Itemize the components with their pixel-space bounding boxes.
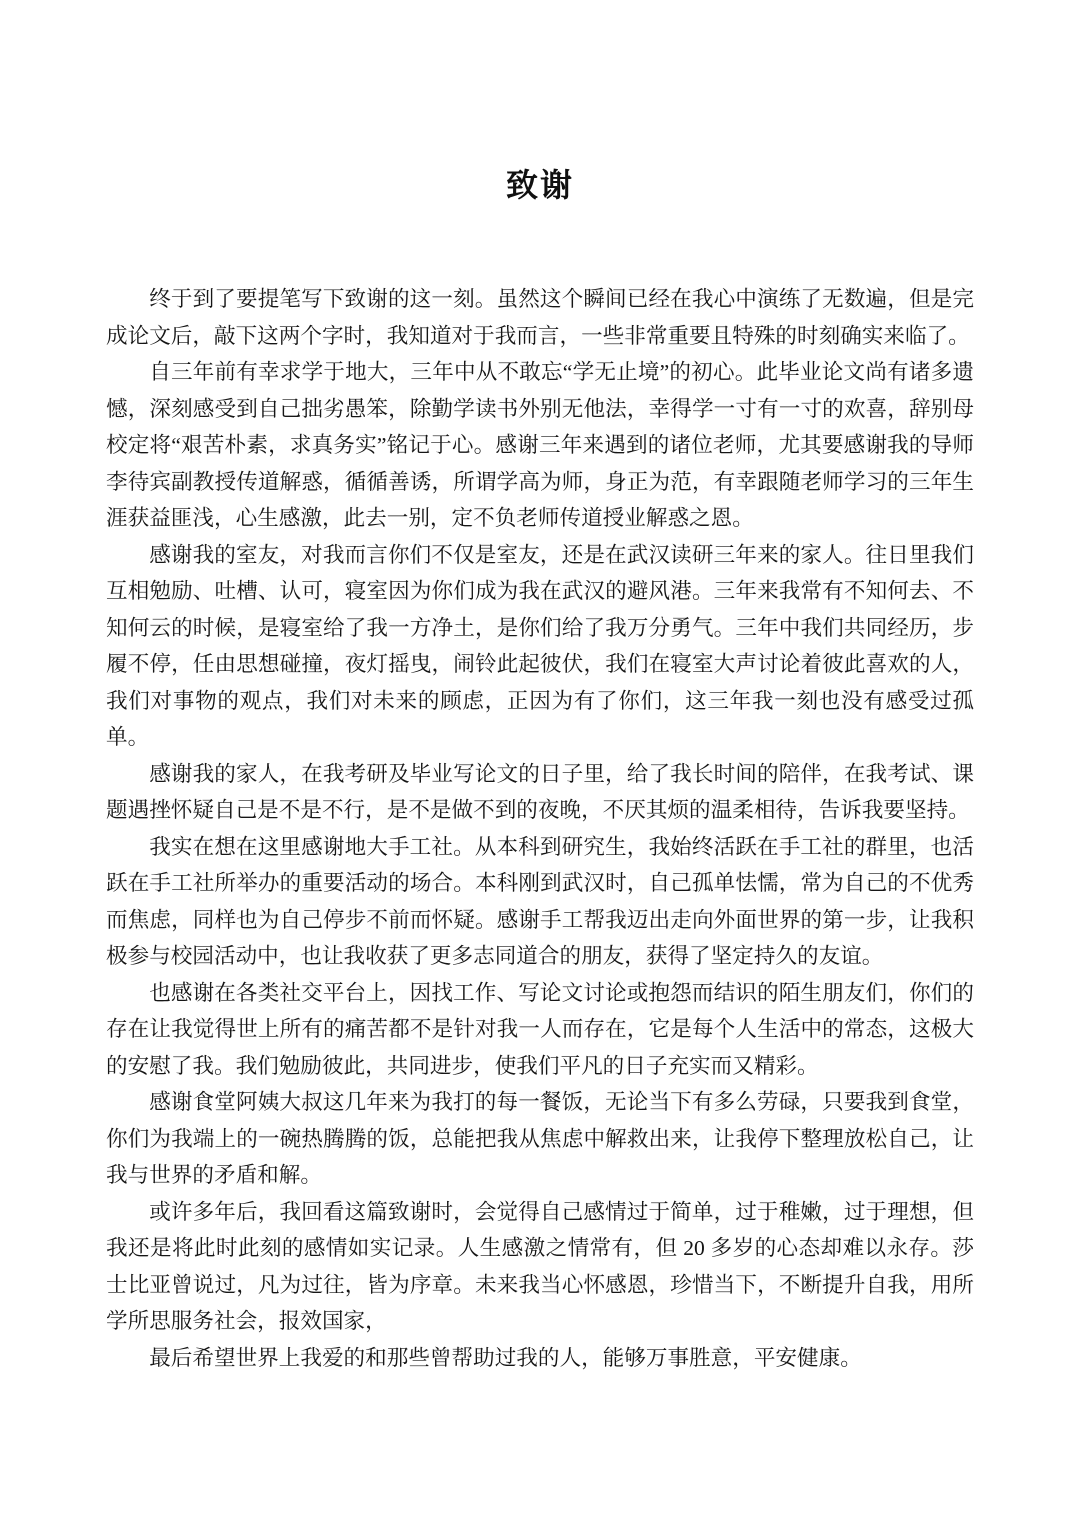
paragraph: 感谢我的室友，对我而言你们不仅是室友，还是在武汉读研三年来的家人。往日里我们互相勉励、吐槽、认可，寝室因为你们成为我在武汉的避风港。三年来我常有不知何去、不知何云的时候，是寝室给了我一方净土，是你们给了我万分勇气。三年中我们共同经历，步履不停，任由思想碰撞，夜灯摇曳，闹铃此起彼伏，我们在寝室大声讨论着彼此喜欢的人，我们对事物的观点，我们对未来的顾虑，正因为有了你们，这三年我一刻也没有感受过孤单。 [106,542,974,749]
acknowledgements-body [106,281,974,1376]
paragraph: 最后希望世界上我爱的和那些曾帮助过我的人，能够万事胜意，平安健康。 [149,1345,862,1370]
paragraph: 终于到了要提笔写下致谢的这一刻。虽然这个瞬间已经在我心中演练了无数遍，但是完成论文后，敲下这两个字时，我知道对于我而言，一些非常重要且特殊的时刻确实来临了。 [106,287,974,348]
page-title: 致谢 [505,167,574,203]
paragraph: 感谢食堂阿姨大叔这几年来为我打的每一餐饭，无论当下有多么劳碌，只要我到食堂，你们为我端上的一碗热腾腾的饭，总能把我从焦虑中解救出来，让我停下整理放松自己，让我与世界的矛盾和解。 [106,1090,974,1187]
paragraph: 也感谢在各类社交平台上，因找工作、写论文讨论或抱怨而结识的陌生朋友们，你们的存在让我觉得世上所有的痛苦都不是针对我一人而存在，它是每个人生活中的常态，这极大的安慰了我。我们勉励彼此，共同进步，使我们平凡的日子充实而又精彩。 [106,980,974,1078]
paragraph: 感谢我的家人，在我考研及毕业写论文的日子里，给了我长时间的陪伴，在我考试、课题遇挫怀疑自己是不是不行，是不是做不到的夜晚，不厌其烦的温柔相待，告诉我要坚持。 [106,761,974,822]
paragraph: 或许多年后，我回看这篇致谢时，会觉得自己感情过于简单，过于稚嫩，过于理想，但我还是将此时此刻的感情如实记录。人生感激之情常有，但 20 多岁的心态却难以永存。莎士比亚曾说过，凡为过往，皆为序章。未来我当心怀感恩，珍惜当下，不断提升自我，用所学所思服务社会，报效国家， [106,1199,974,1333]
paragraph: 自三年前有幸求学于地大，三年中从不敢忘“学无止境”的初心。此毕业论文尚有诸多遗憾，深刻感受到自己拙劣愚笨，除勤学读书外别无他法，幸得学一寸有一寸的欢喜，辞别母校定将“艰苦朴素，求真务实”铭记于心。感谢三年来遇到的诸位老师，尤其要感谢我的导师李待宾副教授传道解惑，循循善诱，所谓学高为师，身正为范，有幸跟随老师学习的三年生涯获益匪浅，心生感激，此去一别，定不负老师传道授业解惑之恩。 [106,360,974,530]
paragraph: 我实在想在这里感谢地大手工社。从本科到研究生，我始终活跃在手工社的群里，也活跃在手工社所举办的重要活动的场合。本科刚到武汉时，自己孤单怯懦，常为自己的不优秀而焦虑，同样也为自己停步不前而怀疑。感谢手工帮我迈出走向外面世界的第一步，让我积极参与校园活动中，也让我收获了更多志同道合的朋友，获得了坚定持久的友谊。 [106,834,974,968]
